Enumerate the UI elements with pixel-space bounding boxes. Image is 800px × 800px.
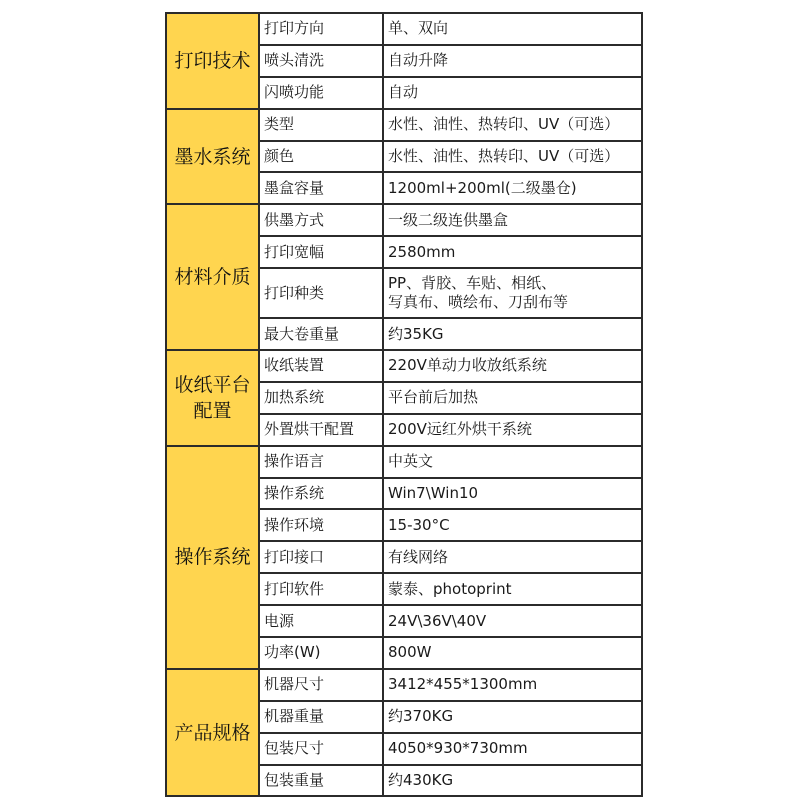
table-row: [166, 350, 642, 382]
spec-value-line: 24V\36V\40V: [388, 611, 487, 630]
spec-label: 收纸装置: [259, 350, 383, 382]
spec-value-line: 200V远红外烘干系统: [388, 420, 532, 439]
spec-value-line: 一级二级连供墨盒: [388, 210, 509, 229]
spec-value: [383, 109, 642, 141]
spec-label: 加热系统: [259, 382, 383, 414]
spec-label: 最大卷重量: [259, 318, 383, 350]
spec-label: 打印种类: [259, 268, 383, 318]
spec-value: [383, 268, 642, 318]
spec-value-line: 2580mm: [388, 242, 456, 261]
spec-value-line: 15-30°C: [388, 515, 450, 534]
spec-value: [383, 637, 642, 669]
category-label: 墨水系统: [174, 145, 251, 168]
spec-label: 包装尺寸: [259, 733, 383, 765]
spec-value: [383, 701, 642, 733]
spec-value: [383, 77, 642, 109]
spec-value-line: 4050*930*730mm: [388, 739, 528, 758]
spec-value-line: 800W: [388, 643, 432, 662]
spec-value: [383, 573, 642, 605]
spec-label: 操作环境: [259, 509, 383, 541]
spec-table-body: [166, 13, 642, 796]
spec-value: [383, 605, 642, 637]
spec-value-line: 1200ml+200ml(二级墨仓): [388, 178, 577, 197]
spec-label: 操作系统: [259, 478, 383, 510]
category-label: 材料介质: [174, 266, 251, 289]
spec-label: 类型: [259, 109, 383, 141]
spec-value: [383, 236, 642, 268]
category-label: 操作系统: [174, 546, 251, 569]
category-cell: [166, 446, 259, 669]
spec-label: 功率(W): [259, 637, 383, 669]
spec-value-line: Win7\Win10: [388, 484, 479, 503]
spec-value: [383, 541, 642, 573]
spec-value: [383, 350, 642, 382]
category-label: 配置: [193, 399, 232, 422]
spec-value-line: 约370KG: [388, 707, 454, 726]
spec-label: 外置烘干配置: [259, 414, 383, 446]
category-label: 收纸平台: [174, 373, 251, 396]
spec-value-line: 自动升降: [388, 51, 449, 70]
spec-value-line: PP、背胶、车贴、相纸、: [388, 274, 557, 293]
spec-label: 打印方向: [259, 13, 383, 45]
category-label: 产品规格: [174, 721, 251, 744]
spec-label: 颜色: [259, 141, 383, 173]
table-row: [166, 204, 642, 236]
spec-value: [383, 172, 642, 204]
spec-label: 机器尺寸: [259, 669, 383, 701]
spec-label: 电源: [259, 605, 383, 637]
table-row: [166, 446, 642, 478]
spec-value: [383, 141, 642, 173]
spec-value: [383, 204, 642, 236]
spec-value-line: 蒙泰、photoprint: [388, 579, 512, 598]
spec-value-line: 水性、油性、热转印、UV（可选）: [388, 115, 620, 134]
spec-value-line: 220V单动力收放纸系统: [388, 356, 547, 375]
spec-label: 喷头清洗: [259, 45, 383, 77]
spec-label: 打印接口: [259, 541, 383, 573]
spec-value: [383, 45, 642, 77]
spec-value: [383, 509, 642, 541]
spec-value-line: 有线网络: [388, 547, 449, 566]
spec-value: [383, 733, 642, 765]
spec-label: 打印软件: [259, 573, 383, 605]
category-cell: [166, 13, 259, 109]
spec-value-line: 平台前后加热: [388, 388, 479, 407]
spec-table: [165, 12, 643, 797]
spec-value-line: 3412*455*1300mm: [388, 675, 538, 694]
category-cell: [166, 669, 259, 797]
spec-value: [383, 669, 642, 701]
spec-value: [383, 478, 642, 510]
spec-label: 机器重量: [259, 701, 383, 733]
spec-value-line: 单、双向: [388, 19, 449, 38]
spec-label: 包装重量: [259, 765, 383, 797]
table-row: [166, 669, 642, 701]
spec-value-line: 自动: [388, 83, 419, 102]
spec-value: [383, 382, 642, 414]
spec-value-line: 水性、油性、热转印、UV（可选）: [388, 147, 620, 165]
category-label: 打印技术: [174, 49, 251, 72]
category-cell: [166, 204, 259, 350]
table-row: [166, 109, 642, 141]
category-cell: [166, 109, 259, 205]
spec-value-line: 约35KG: [388, 324, 444, 343]
spec-label: 打印宽幅: [259, 236, 383, 268]
table-row: [166, 13, 642, 45]
spec-value: [383, 318, 642, 350]
spec-label: 操作语言: [259, 446, 383, 478]
spec-value-line: 约430KG: [388, 771, 454, 790]
spec-value: [383, 765, 642, 797]
spec-label: 墨盒容量: [259, 172, 383, 204]
category-cell: [166, 350, 259, 446]
spec-value: [383, 13, 642, 45]
spec-label: 闪喷功能: [259, 77, 383, 109]
spec-value-line: 中英文: [388, 452, 434, 471]
spec-label: 供墨方式: [259, 204, 383, 236]
spec-value-line: 写真布、喷绘布、刀刮布等: [388, 293, 569, 312]
spec-value: [383, 446, 642, 478]
spec-value: [383, 414, 642, 446]
